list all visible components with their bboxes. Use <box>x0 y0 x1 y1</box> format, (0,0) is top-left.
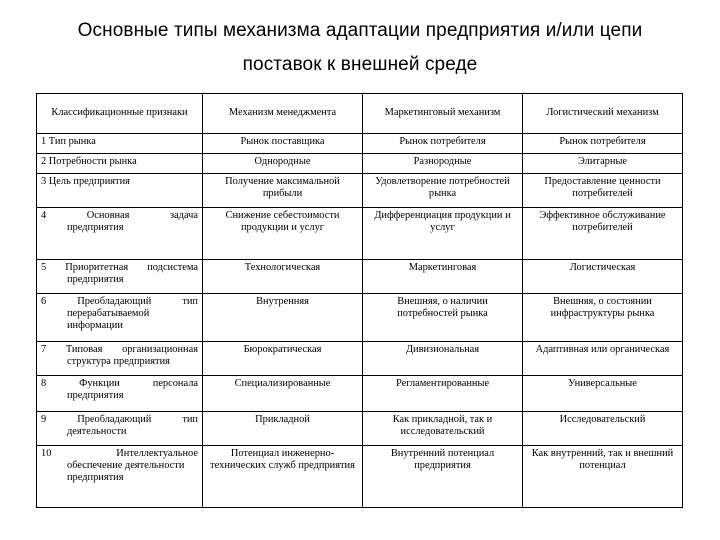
cell-management: Прикладной <box>203 412 363 446</box>
page-title <box>0 14 720 82</box>
header-marketing: Маркетинговый механизм <box>363 94 523 134</box>
header-logistics: Логистический механизм <box>523 94 683 134</box>
table-row <box>37 208 683 260</box>
table-header-row <box>37 94 683 134</box>
row-label: 3 Цель предприятия <box>37 174 203 208</box>
cell-logistics: Адаптивная или органическая <box>523 342 683 376</box>
cell-logistics: Предоставление ценности потребителей <box>523 174 683 208</box>
table-row <box>37 342 683 376</box>
row-label: 7 Типовая организационная структура предприятия <box>37 342 203 376</box>
cell-marketing: Дивизиональная <box>363 342 523 376</box>
table-row <box>37 446 683 508</box>
cell-logistics: Как внутренний, так и внешний потенциал <box>523 446 683 508</box>
cell-logistics: Внешняя, о состоянии инфраструктуры рынка <box>523 294 683 342</box>
adaptation-mechanisms-table <box>36 93 683 508</box>
table-row <box>37 376 683 412</box>
cell-marketing: Как прикладной, так и исследовательский <box>363 412 523 446</box>
row-label: 1 Тип рынка <box>37 134 203 154</box>
cell-logistics: Логистическая <box>523 260 683 294</box>
cell-management: Получение максимальной прибыли <box>203 174 363 208</box>
header-classification: Классификационные признаки <box>37 94 203 134</box>
table-row <box>37 154 683 174</box>
cell-logistics: Универсальные <box>523 376 683 412</box>
cell-marketing: Разнородные <box>363 154 523 174</box>
cell-logistics: Исследовательский <box>523 412 683 446</box>
cell-management: Однородные <box>203 154 363 174</box>
cell-management: Внутренняя <box>203 294 363 342</box>
cell-marketing: Внешняя, о наличии потребностей рынка <box>363 294 523 342</box>
cell-management: Специализированные <box>203 376 363 412</box>
title-line-1: Основные типы механизма адаптации предприятия и/или цепи <box>77 20 643 41</box>
row-label: 2 Потребности рынка <box>37 154 203 174</box>
table-row <box>37 134 683 154</box>
table-row <box>37 412 683 446</box>
table-row <box>37 294 683 342</box>
cell-marketing: Дифференциация продукции и услуг <box>363 208 523 260</box>
row-label: 6 Преобладающий тип перерабатываемой информации <box>37 294 203 342</box>
row-label: 9 Преобладающий тип деятельности <box>37 412 203 446</box>
cell-management: Потенциал инженерно-технических служб предприятия <box>203 446 363 508</box>
row-label: 5 Приоритетная подсистема предприятия <box>37 260 203 294</box>
table-row <box>37 174 683 208</box>
row-label: 10 Интеллектуальное обеспечение деятельности предприятия <box>37 446 203 508</box>
cell-marketing: Рынок потребителя <box>363 134 523 154</box>
row-label: 4 Основная задача предприятия <box>37 208 203 260</box>
cell-marketing: Внутренний потенциал предприятия <box>363 446 523 508</box>
table-row <box>37 260 683 294</box>
cell-marketing: Удовлетворение потребностей рынка <box>363 174 523 208</box>
cell-management: Рынок поставщика <box>203 134 363 154</box>
row-label: 8 Функции персонала предприятия <box>37 376 203 412</box>
cell-management: Бюрократическая <box>203 342 363 376</box>
cell-logistics: Эффективное обслуживание потребителей <box>523 208 683 260</box>
cell-marketing: Маркетинговая <box>363 260 523 294</box>
cell-management: Снижение себестоимости продукции и услуг <box>203 208 363 260</box>
cell-logistics: Элитарные <box>523 154 683 174</box>
cell-logistics: Рынок потребителя <box>523 134 683 154</box>
header-management: Механизм менеджмента <box>203 94 363 134</box>
cell-marketing: Регламентированные <box>363 376 523 412</box>
title-line-2: поставок к внешней среде <box>242 54 478 75</box>
cell-management: Технологическая <box>203 260 363 294</box>
